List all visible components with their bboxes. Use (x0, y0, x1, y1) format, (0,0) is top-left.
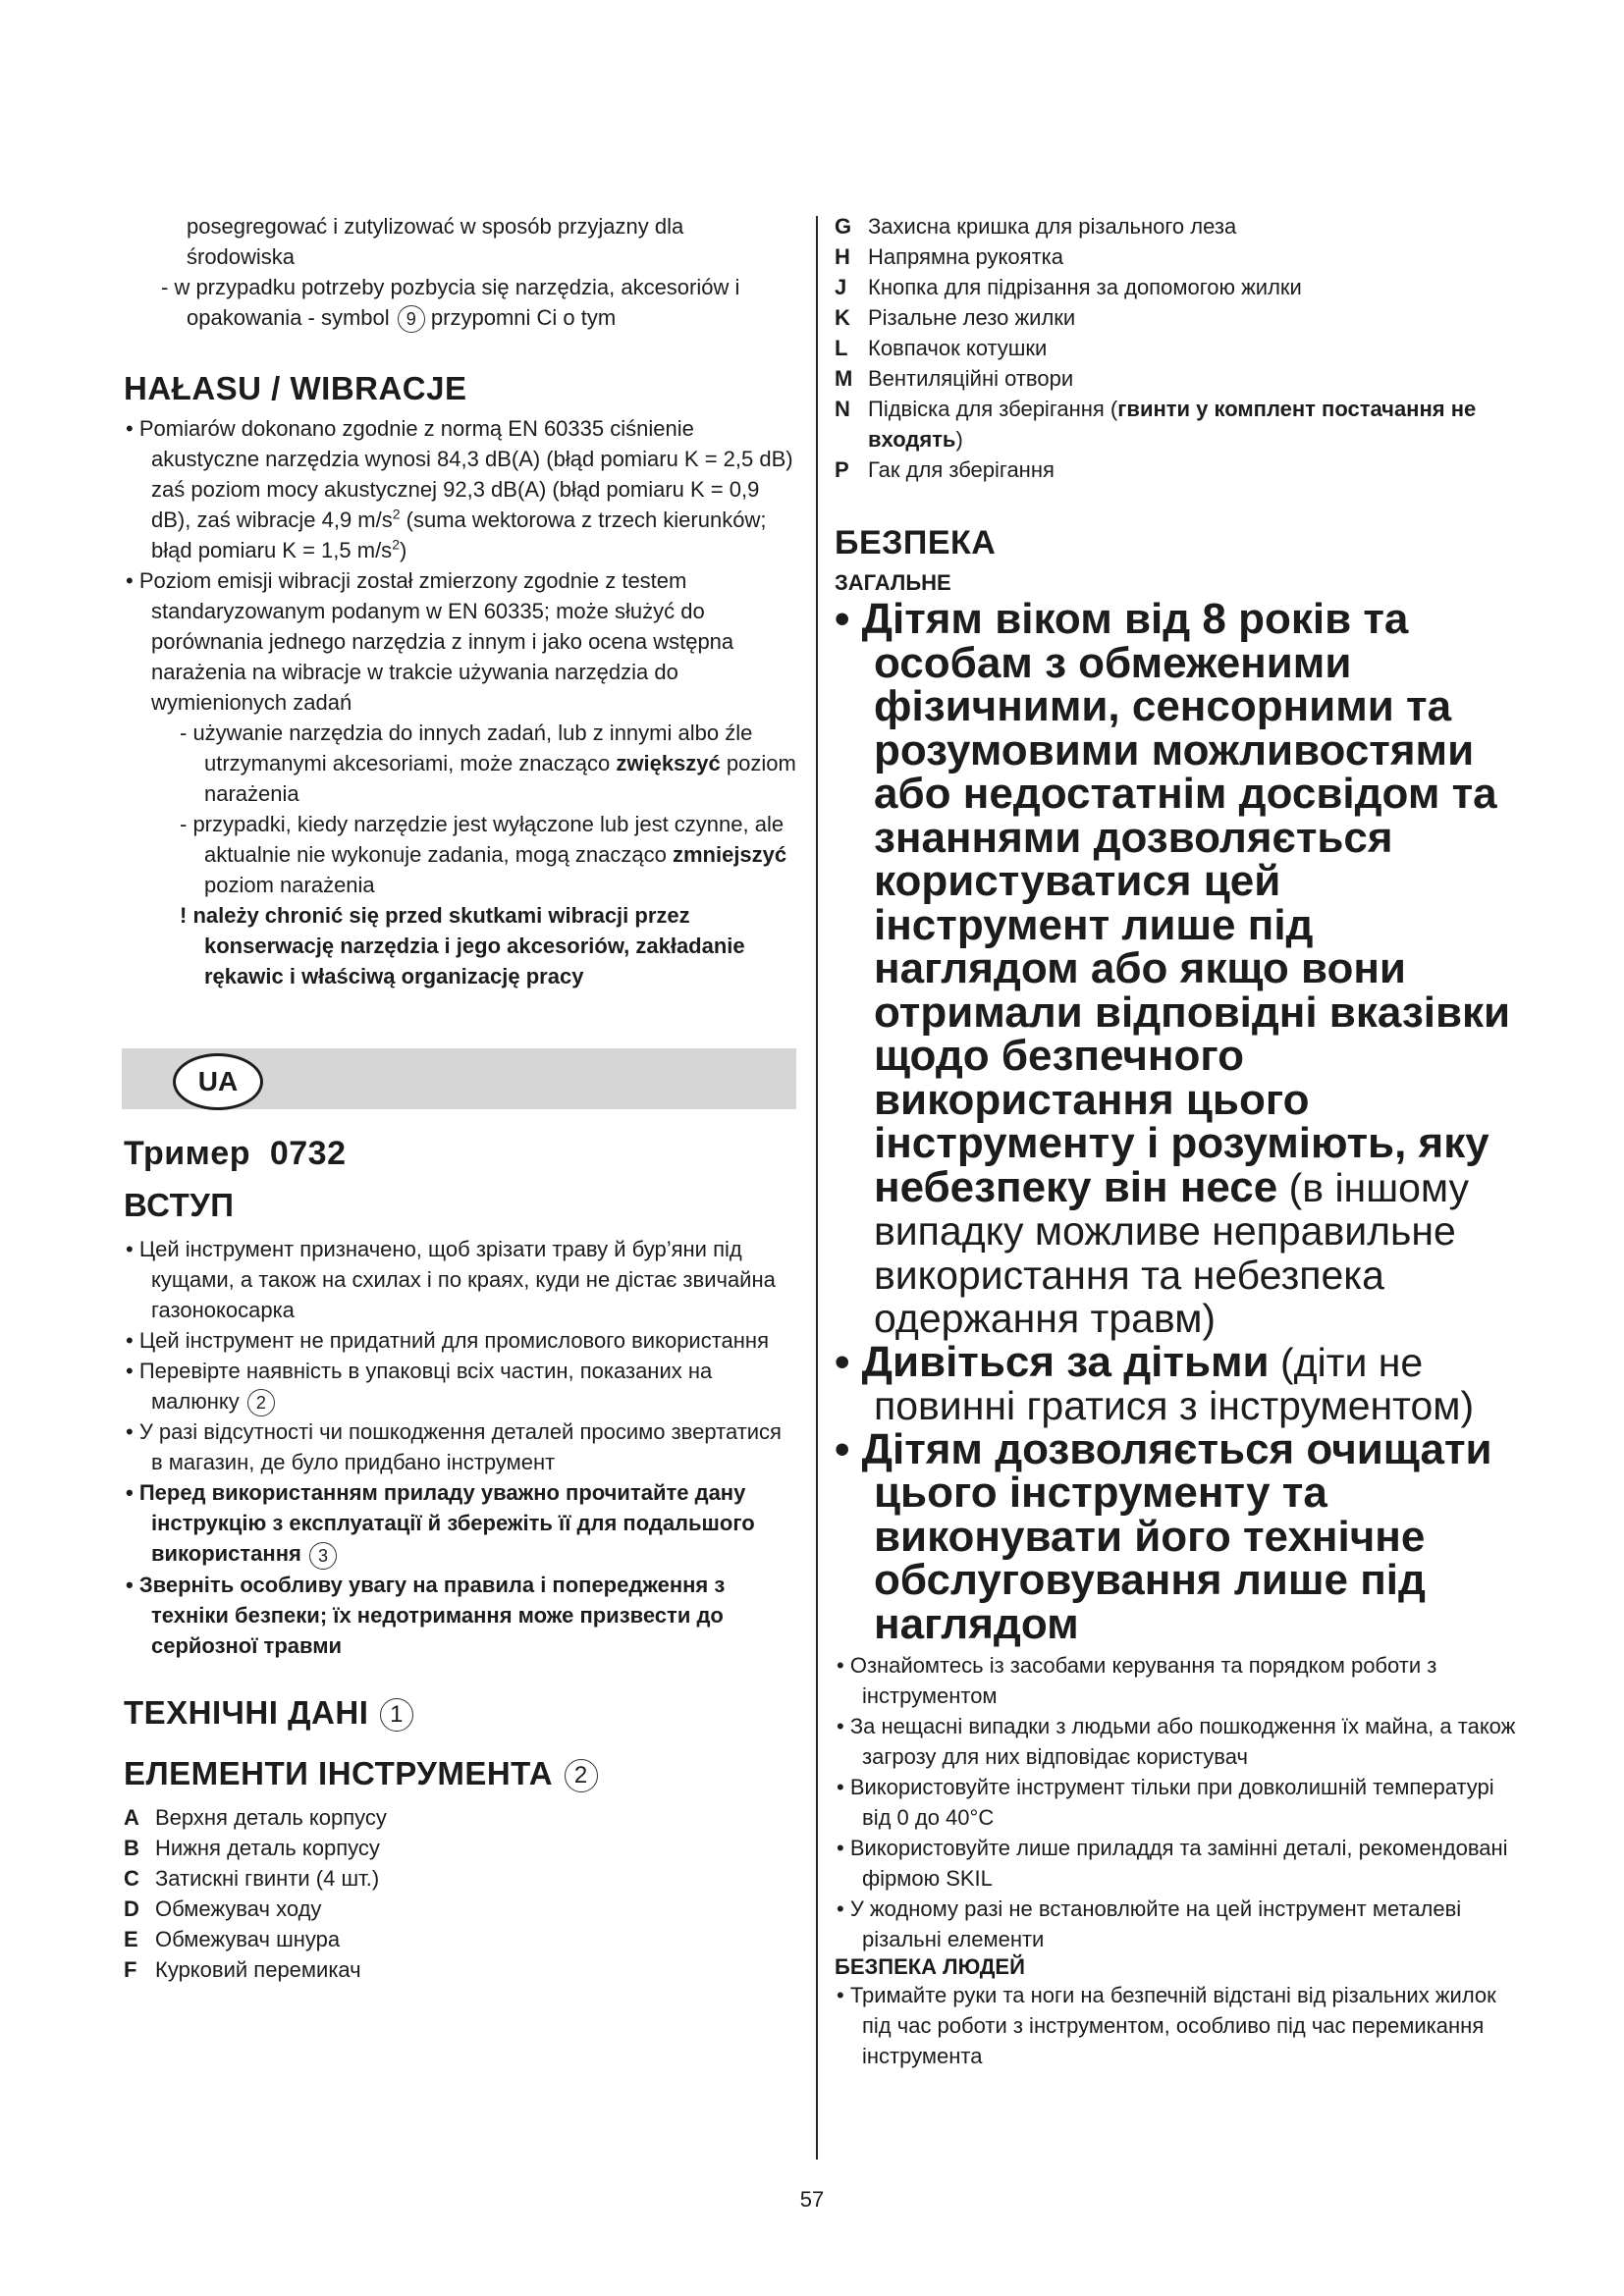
parts-list-item: M Вентиляційні отвори (835, 366, 1074, 391)
intro-bullet-3: • Перевірте наявність в упаковці всіх частин, показаних на малюнку 2 (124, 1356, 796, 1416)
left-column (124, 211, 796, 1985)
parts-list-item: D Обмежувач ходу (124, 1896, 322, 1922)
parts-list-item: E Обмежувач шнура (124, 1927, 341, 1952)
figure-ref-icon: 1 (380, 1698, 413, 1732)
disposal-text: posegregować i zutylizować w sposób przyjazny dla środowiska (187, 214, 684, 269)
parts-list-item: N Підвіска для зберігання (гвинти у комплент постачання не входять) (835, 397, 1477, 452)
page-number: 57 (799, 2187, 825, 2212)
tech-data-heading: ТЕХНІЧНІ ДАНІ 1 (124, 1694, 796, 1732)
intro-bullet-2: • Цей інструмент не придатний для промислового використання (126, 1328, 769, 1354)
noise-dash-2: - przypadki, kiedy narzędzie jest wyłączone lub jest czynne, ale aktualnie nie wykonuje zadania, mogą znacząco zmniejszyć poziom narażenia (180, 812, 787, 898)
language-bar (122, 1048, 796, 1109)
parts-list-item: P Гак для зберігання (835, 457, 1055, 482)
intro-bullet-5: • Перед використанням приладу уважно прочитайте дану інструкцію з експлуатації й збережіть її для подальшого використання 3 (124, 1477, 796, 1569)
parts-list-item: A Верхня деталь корпусу (124, 1805, 387, 1831)
safety-bullet-6: • Тримайте руки та ноги на безпечній відстані від різальних жилок під час роботи з інструментом, особливо під час перемикання інструмента (837, 1983, 1496, 2068)
product-title: Тример 0732 (124, 1135, 347, 1173)
safety-bullet-4: • Використовуйте лише приладдя та замінні деталі, рекомендовані фірмою SKIL (837, 1836, 1508, 1891)
safety-bullet-1: • Ознайомтесь із засобами керування та порядком роботи з інструментом (837, 1653, 1437, 1708)
safety-bullet-5: • У жодному разі не встановлюйте на цей інструмент металеві різальні елементи (837, 1896, 1462, 1951)
intro-heading: ВСТУП (124, 1187, 235, 1224)
general-heading: ЗАГАЛЬНЕ (835, 570, 951, 595)
people-safety-heading: БЕЗПЕКА ЛЮДЕЙ (835, 1954, 1025, 1979)
parts-list-item: J Кнопка для підрізання за допомогою жилки (835, 275, 1302, 299)
parts-list-item: H Напрямна рукоятка (835, 244, 1063, 269)
figure-ref-icon: 9 (398, 305, 425, 333)
supervise-children-warning: • Дивіться за дітьми (діти не повинні гратися з інструментом) (835, 1337, 1475, 1428)
parts-list-item: L Ковпачок котушки (835, 336, 1048, 360)
column-divider (816, 216, 818, 2160)
noise-warning: ! należy chronić się przed skutkami wibracji przez konserwację narzędzia i jego akcesoriów, zakładanie rękawic i właściwą organizację pracy (180, 903, 745, 989)
parts-list-item: C Затискні гвинти (4 шт.) (124, 1866, 380, 1892)
intro-bullet-1: • Цей інструмент призначено, щоб зрізати траву й бур’яни під кущами, а також на схилах і по краях, куди не дістає звичайна газонокосарка (126, 1237, 776, 1323)
parts-list-continued (835, 211, 1522, 485)
children-cleaning-warning: • Дітям дозволяється очищати цього інструменту та виконувати його технічне обслуговування лише під наглядом (835, 1424, 1492, 1648)
parts-list-item: F Курковий перемикач (124, 1957, 361, 1983)
safety-bullet-2: • За нещасні випадки з людьми або пошкодження їх майна, а також загрозу для них відповідає користувач (837, 1714, 1516, 1769)
noise-dash-1: - używanie narzędzia do innych zadań, lub z innymi albo źle utrzymanymi akcesoriami, może znacząco zwiększyć poziom narażenia (180, 721, 796, 807)
safety-bullet-3: • Використовуйте інструмент тільки при довколишній температурі від 0 до 40°C (837, 1775, 1494, 1830)
intro-bullet-4: • У разі відсутності чи пошкодження деталей просимо звертатися в магазин, де було придбано інструмент (126, 1419, 782, 1475)
noise-bullet-2: • Poziom emisji wibracji został zmierzony zgodnie z testem standaryzowanym podanym w EN 60335; może służyć do porównania jednego narzędzia z innym i jako ocena wstępna narażenia na wibracje w trakcie używania narzędzia do wymienionych zadań (126, 568, 734, 716)
noise-heading: HAŁASU / WIBRACJE (124, 370, 467, 407)
parts-list-item: K Різальне лезо жилки (835, 305, 1076, 330)
language-badge: UA (173, 1053, 263, 1110)
safety-heading: БЕЗПЕКА (835, 524, 997, 561)
figure-ref-icon: 2 (247, 1389, 275, 1416)
parts-list-item: G Захисна кришка для різального леза (835, 214, 1237, 239)
children-warning: • Дітям віком від 8 років та особам з обмеженими фізичними, сенсорними та розумовими можливостями або недостатнім досвідом та знаннями дозволяється користуватися цей інструмент лише під наглядом або якщо вони отримали відповідні вказівки щодо безпечного використання цього інструменту і розуміють, яку небезпеку він несе (в іншому випадку можливе неправильне використання та небезпека одержання травм) (835, 595, 1511, 1341)
parts-list-item: B Нижня деталь корпусу (124, 1836, 380, 1861)
intro-bullet-6: • Зверніть особливу увагу на правила і попередження з техніки безпеки; їх недотримання може призвести до серйозної травми (126, 1572, 726, 1658)
right-column (835, 211, 1522, 2071)
noise-bullet-1: • Pomiarów dokonano zgodnie z normą EN 60335 ciśnienie akustyczne narzędzia wynosi 84,3 dB(A) (błąd pomiaru K = 2,5 dB) zaś poziom mocy akustycznej 92,3 dB(A) (błąd pomiaru K = 0,9 dB), zaś wibracje 4,9 $m/s^2$ (suma wektorowa z trzech kierunków; błąd pomiaru K = 1,5 $m/s^2$) (126, 416, 793, 563)
figure-ref-icon: 2 (565, 1759, 598, 1792)
elements-heading: ЕЛЕМЕНТИ ІНСТРУМЕНТА 2 (124, 1755, 796, 1792)
figure-ref-icon: 3 (309, 1542, 337, 1570)
parts-list (124, 1802, 796, 1985)
disposal-dash-item: - w przypadku potrzeby pozbycia się narzędzia, akcesoriów i opakowania - symbol 9 przypomni Ci o tym (124, 272, 796, 333)
